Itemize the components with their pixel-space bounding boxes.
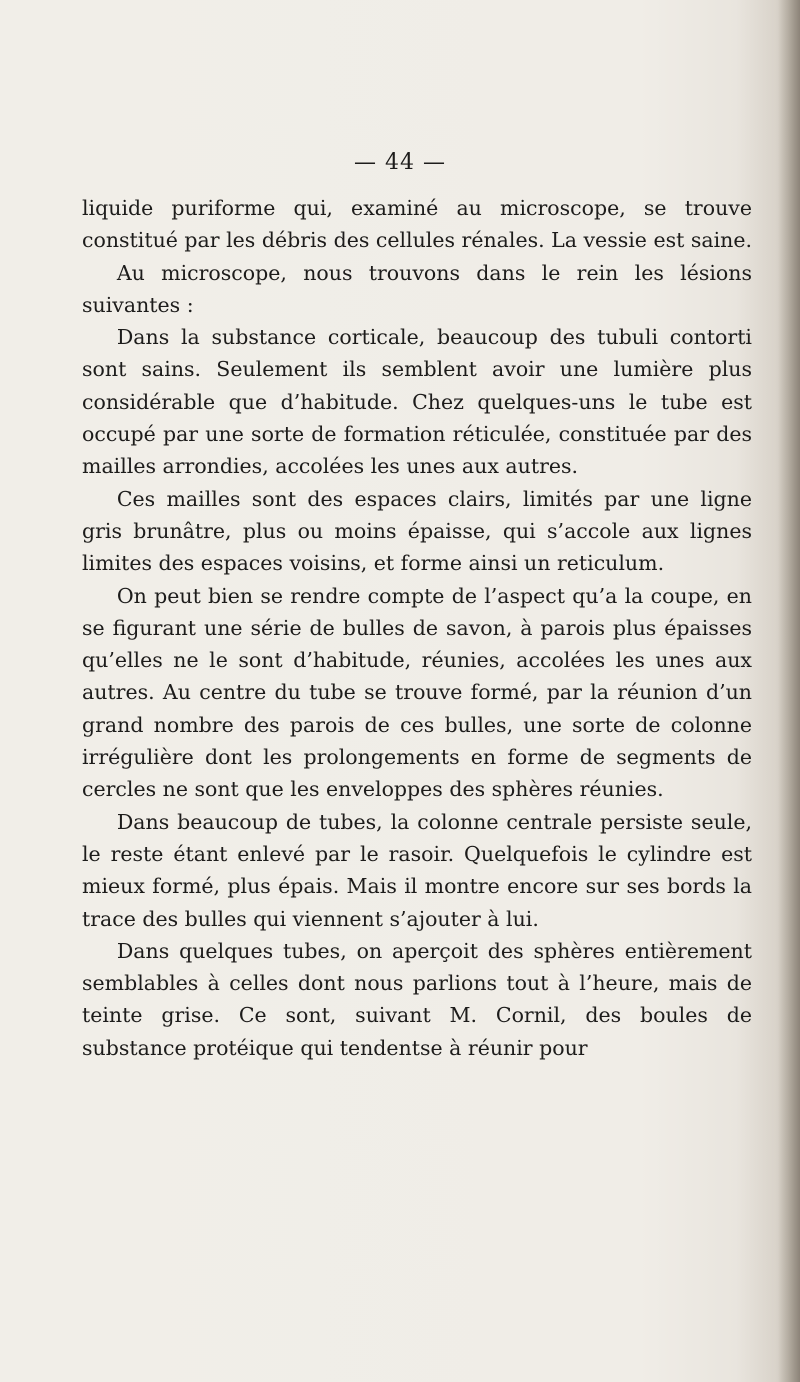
paragraph-1: liquide puriforme qui, examiné au microscope, se trouve constitué par les débris des cellules rénales. La vessie est saine. <box>82 196 752 253</box>
body-text <box>82 192 752 1064</box>
paragraph-4: Ces mailles sont des espaces clairs, limités par une ligne gris brunâtre, plus ou moins épaisse, qui s’accole aux lignes limites des espaces voisins, et forme ainsi un reticulum. <box>82 486 752 576</box>
paragraph-2: Au microscope, nous trouvons dans le rein les lésions suivantes : <box>82 260 752 317</box>
paragraph-5: On peut bien se rendre compte de l’aspect qu’a la coupe, en se figurant une série de bulles de savon, à parois plus épaisses qu’elles ne le sont d’habitude, réunies, accolées les unes aux autres. Au centre du tube se trouve formé, par la réunion d’un grand nombre des parois de ces bulles, une sorte de colonne irrégulière dont les prolongements en forme de segments de cercles ne sont que les enveloppes des sphères réunies. <box>82 583 752 802</box>
paragraph-6: Dans beaucoup de tubes, la colonne centrale persiste seule, le reste étant enlevé par le rasoir. Quelquefois le cylindre est mieux formé, plus épais. Mais il montre encore sur ses bords la trace des bulles qui viennent s’ajouter à lui. <box>82 809 752 931</box>
page-number: — 44 — <box>354 150 446 175</box>
paragraph-7: Dans quelques tubes, on aperçoit des sphères entièrement semblables à celles dont nous parlions tout à l’heure, mais de teinte grise. Ce sont, suivant M. Cornil, des boules de substance protéique qui tendentse à réunir pour <box>82 938 752 1060</box>
page-edge-shadow <box>778 0 800 1382</box>
paragraph-3: Dans la substance corticale, beaucoup des tubuli contorti sont sains. Seulement ils semblent avoir une lumière plus considérable que d’habitude. Chez quelques-uns le tube est occupé par une sorte de formation réticulée, constituée par des mailles arrondies, accolées les unes aux autres. <box>82 325 752 479</box>
